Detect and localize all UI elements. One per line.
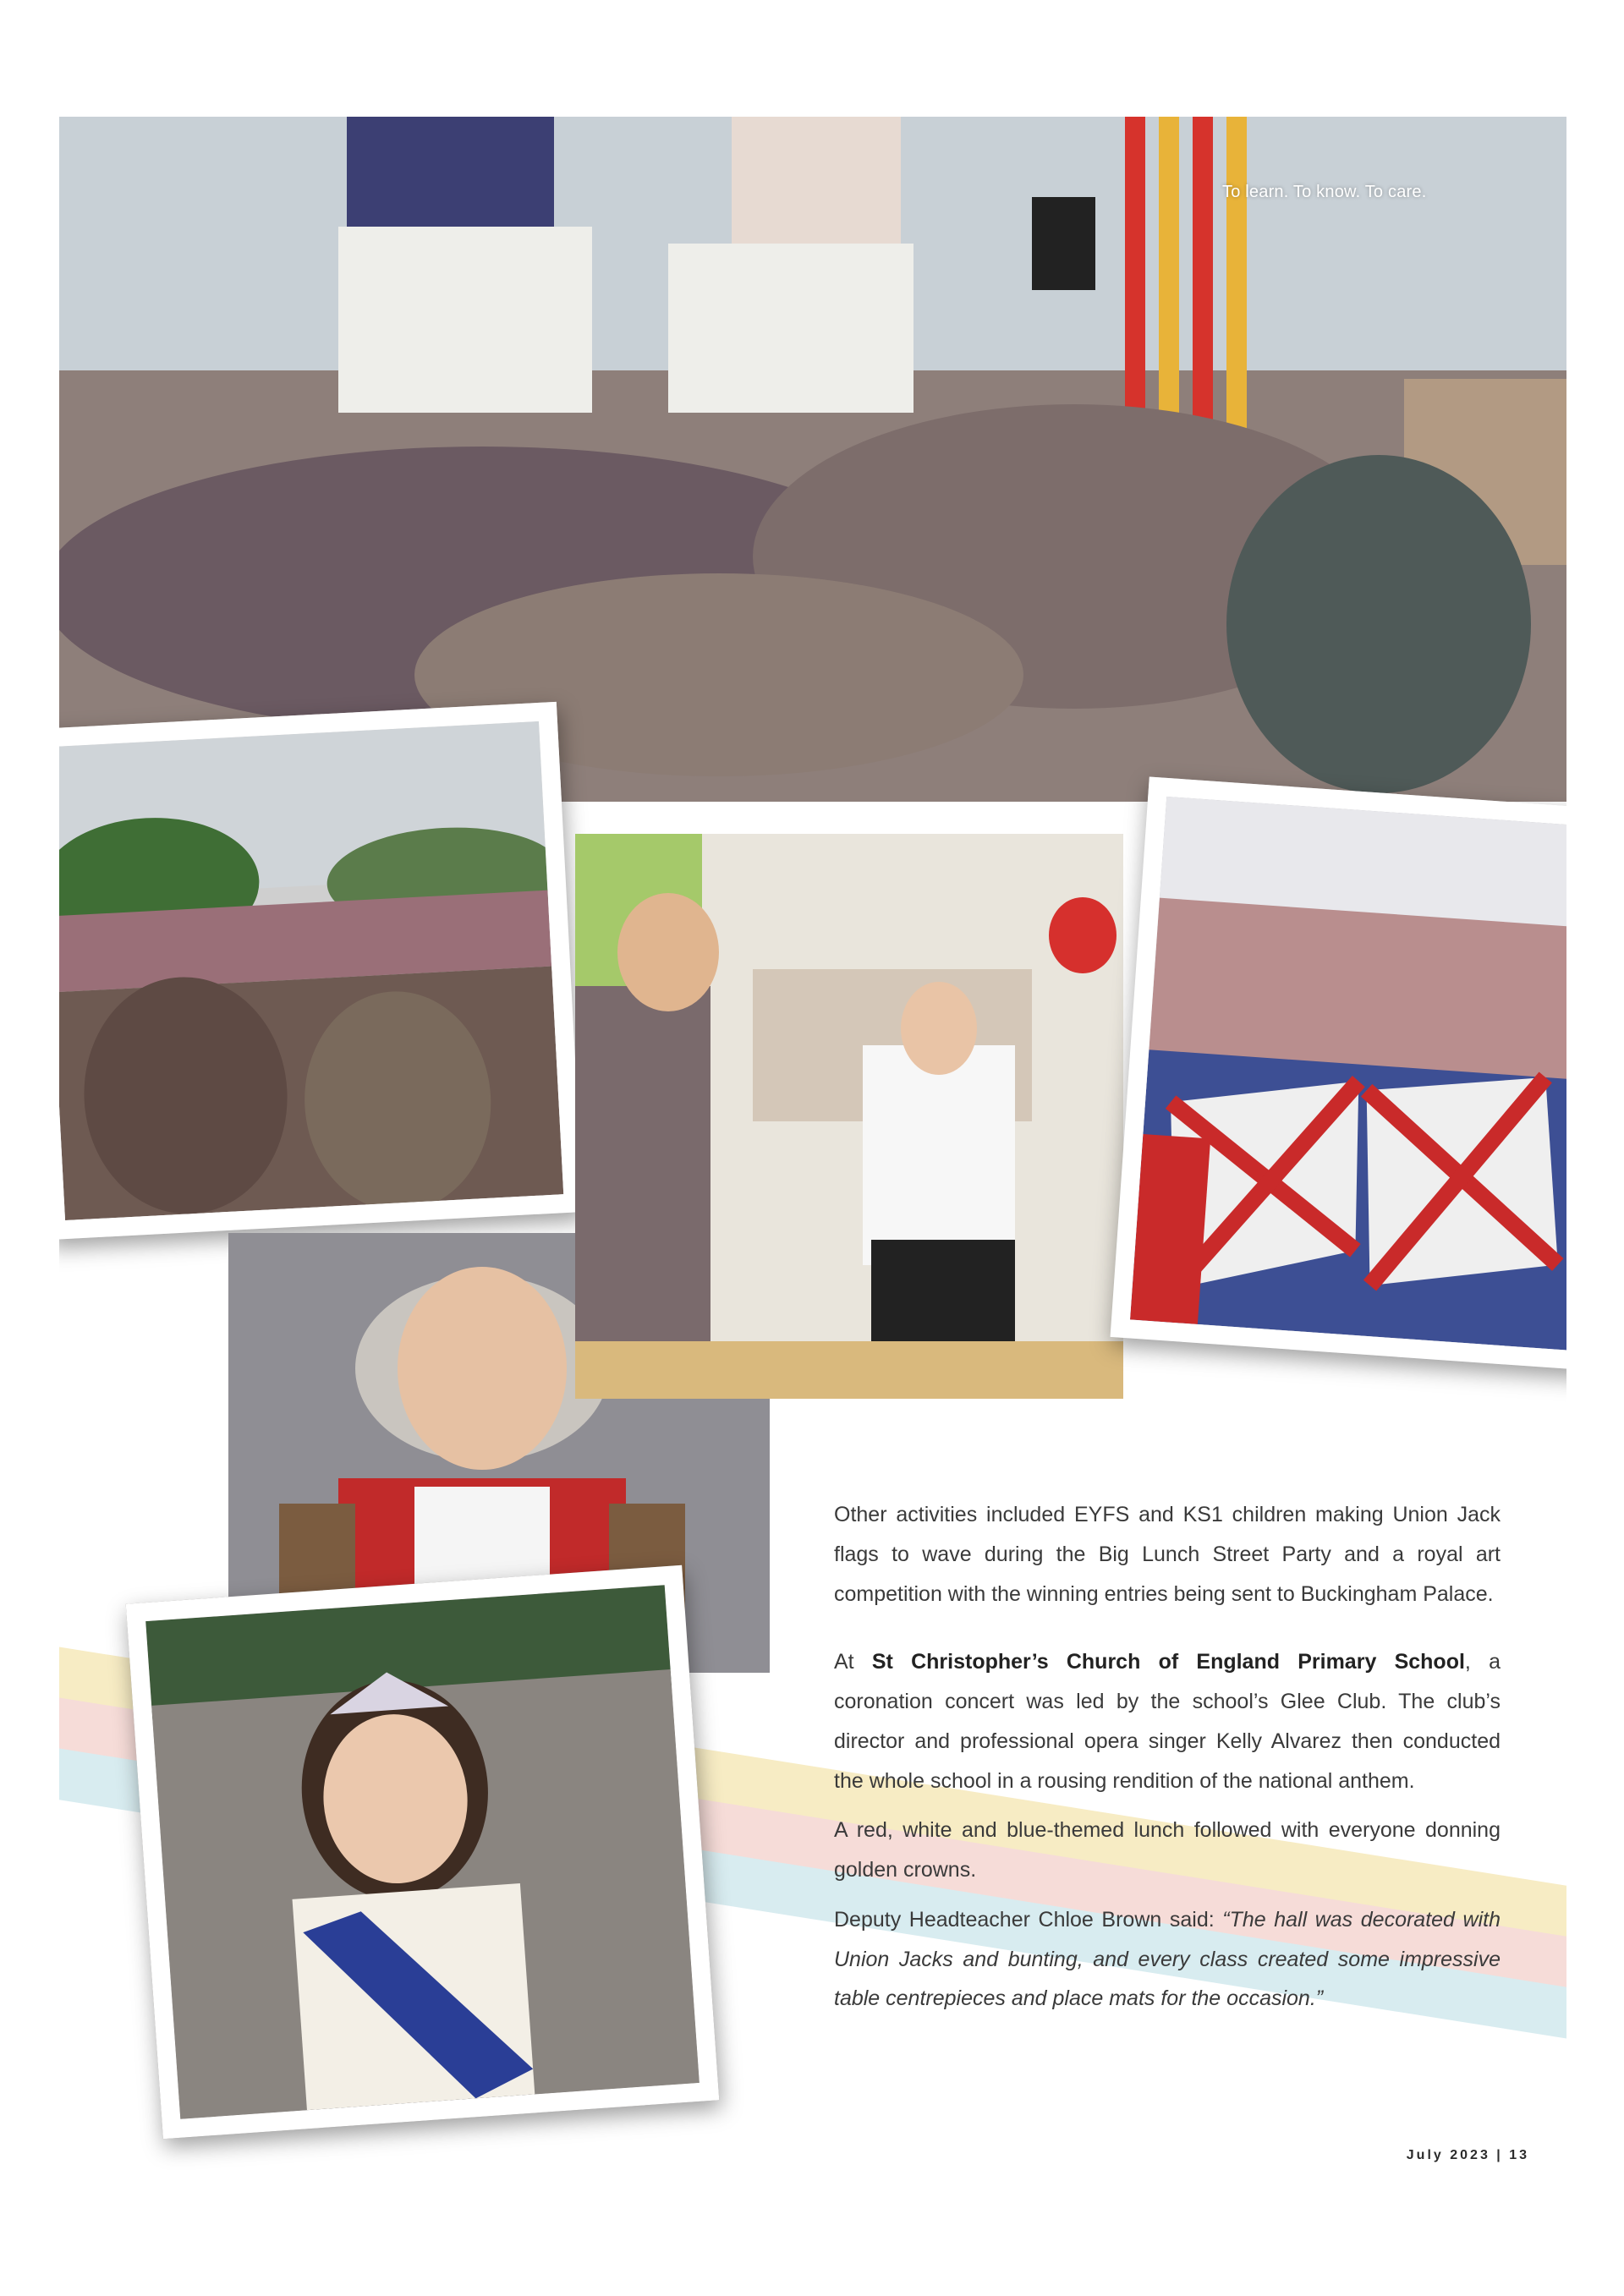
deputy-head-quote: “The hall was decorated with Union Jacks and bunting, and every class created some impressive table centrepieces and place mats for the occasion.” — [834, 1907, 1501, 2011]
article-paragraph-concert — [834, 1642, 1501, 1800]
article-paragraph-activities: Other activities included EYFS and KS1 children making Union Jack flags to wave during the Big Lunch Street Party and a royal art competition with the winning entries being sent to Buckingham Palace. — [834, 1503, 1501, 1606]
photo-school-field — [59, 702, 583, 1240]
magazine-page — [59, 117, 1566, 2173]
quote-attribution: Deputy Headteacher Chloe Brown said: — [834, 1907, 1223, 1932]
photo-tiara-pupil — [126, 1565, 720, 2139]
article-paragraph-lunch: A red, white and blue-themed lunch followed with everyone donning golden crowns. — [834, 1818, 1501, 1882]
photo-union-jack-flags — [1111, 776, 1566, 1371]
concert-intro: At — [834, 1650, 872, 1674]
photo-handshake — [575, 834, 1123, 1399]
school-name: St Christopher’s Church of England Primary School — [871, 1650, 1465, 1674]
article-text — [834, 1495, 1501, 2029]
school-motto: To learn. To know. To care. — [1222, 183, 1427, 201]
photo-hall-lunch — [59, 117, 1566, 802]
concert-text: , a coronation concert was led by the school’s Glee Club. The club’s director and professional opera singer Kelly Alvarez then conducted the whole school in a rousing rendition of the national anthem. — [834, 1650, 1501, 1793]
page-folio: July 2023 | 13 — [1406, 2148, 1529, 2162]
article-paragraph-quote — [834, 1900, 1501, 2019]
